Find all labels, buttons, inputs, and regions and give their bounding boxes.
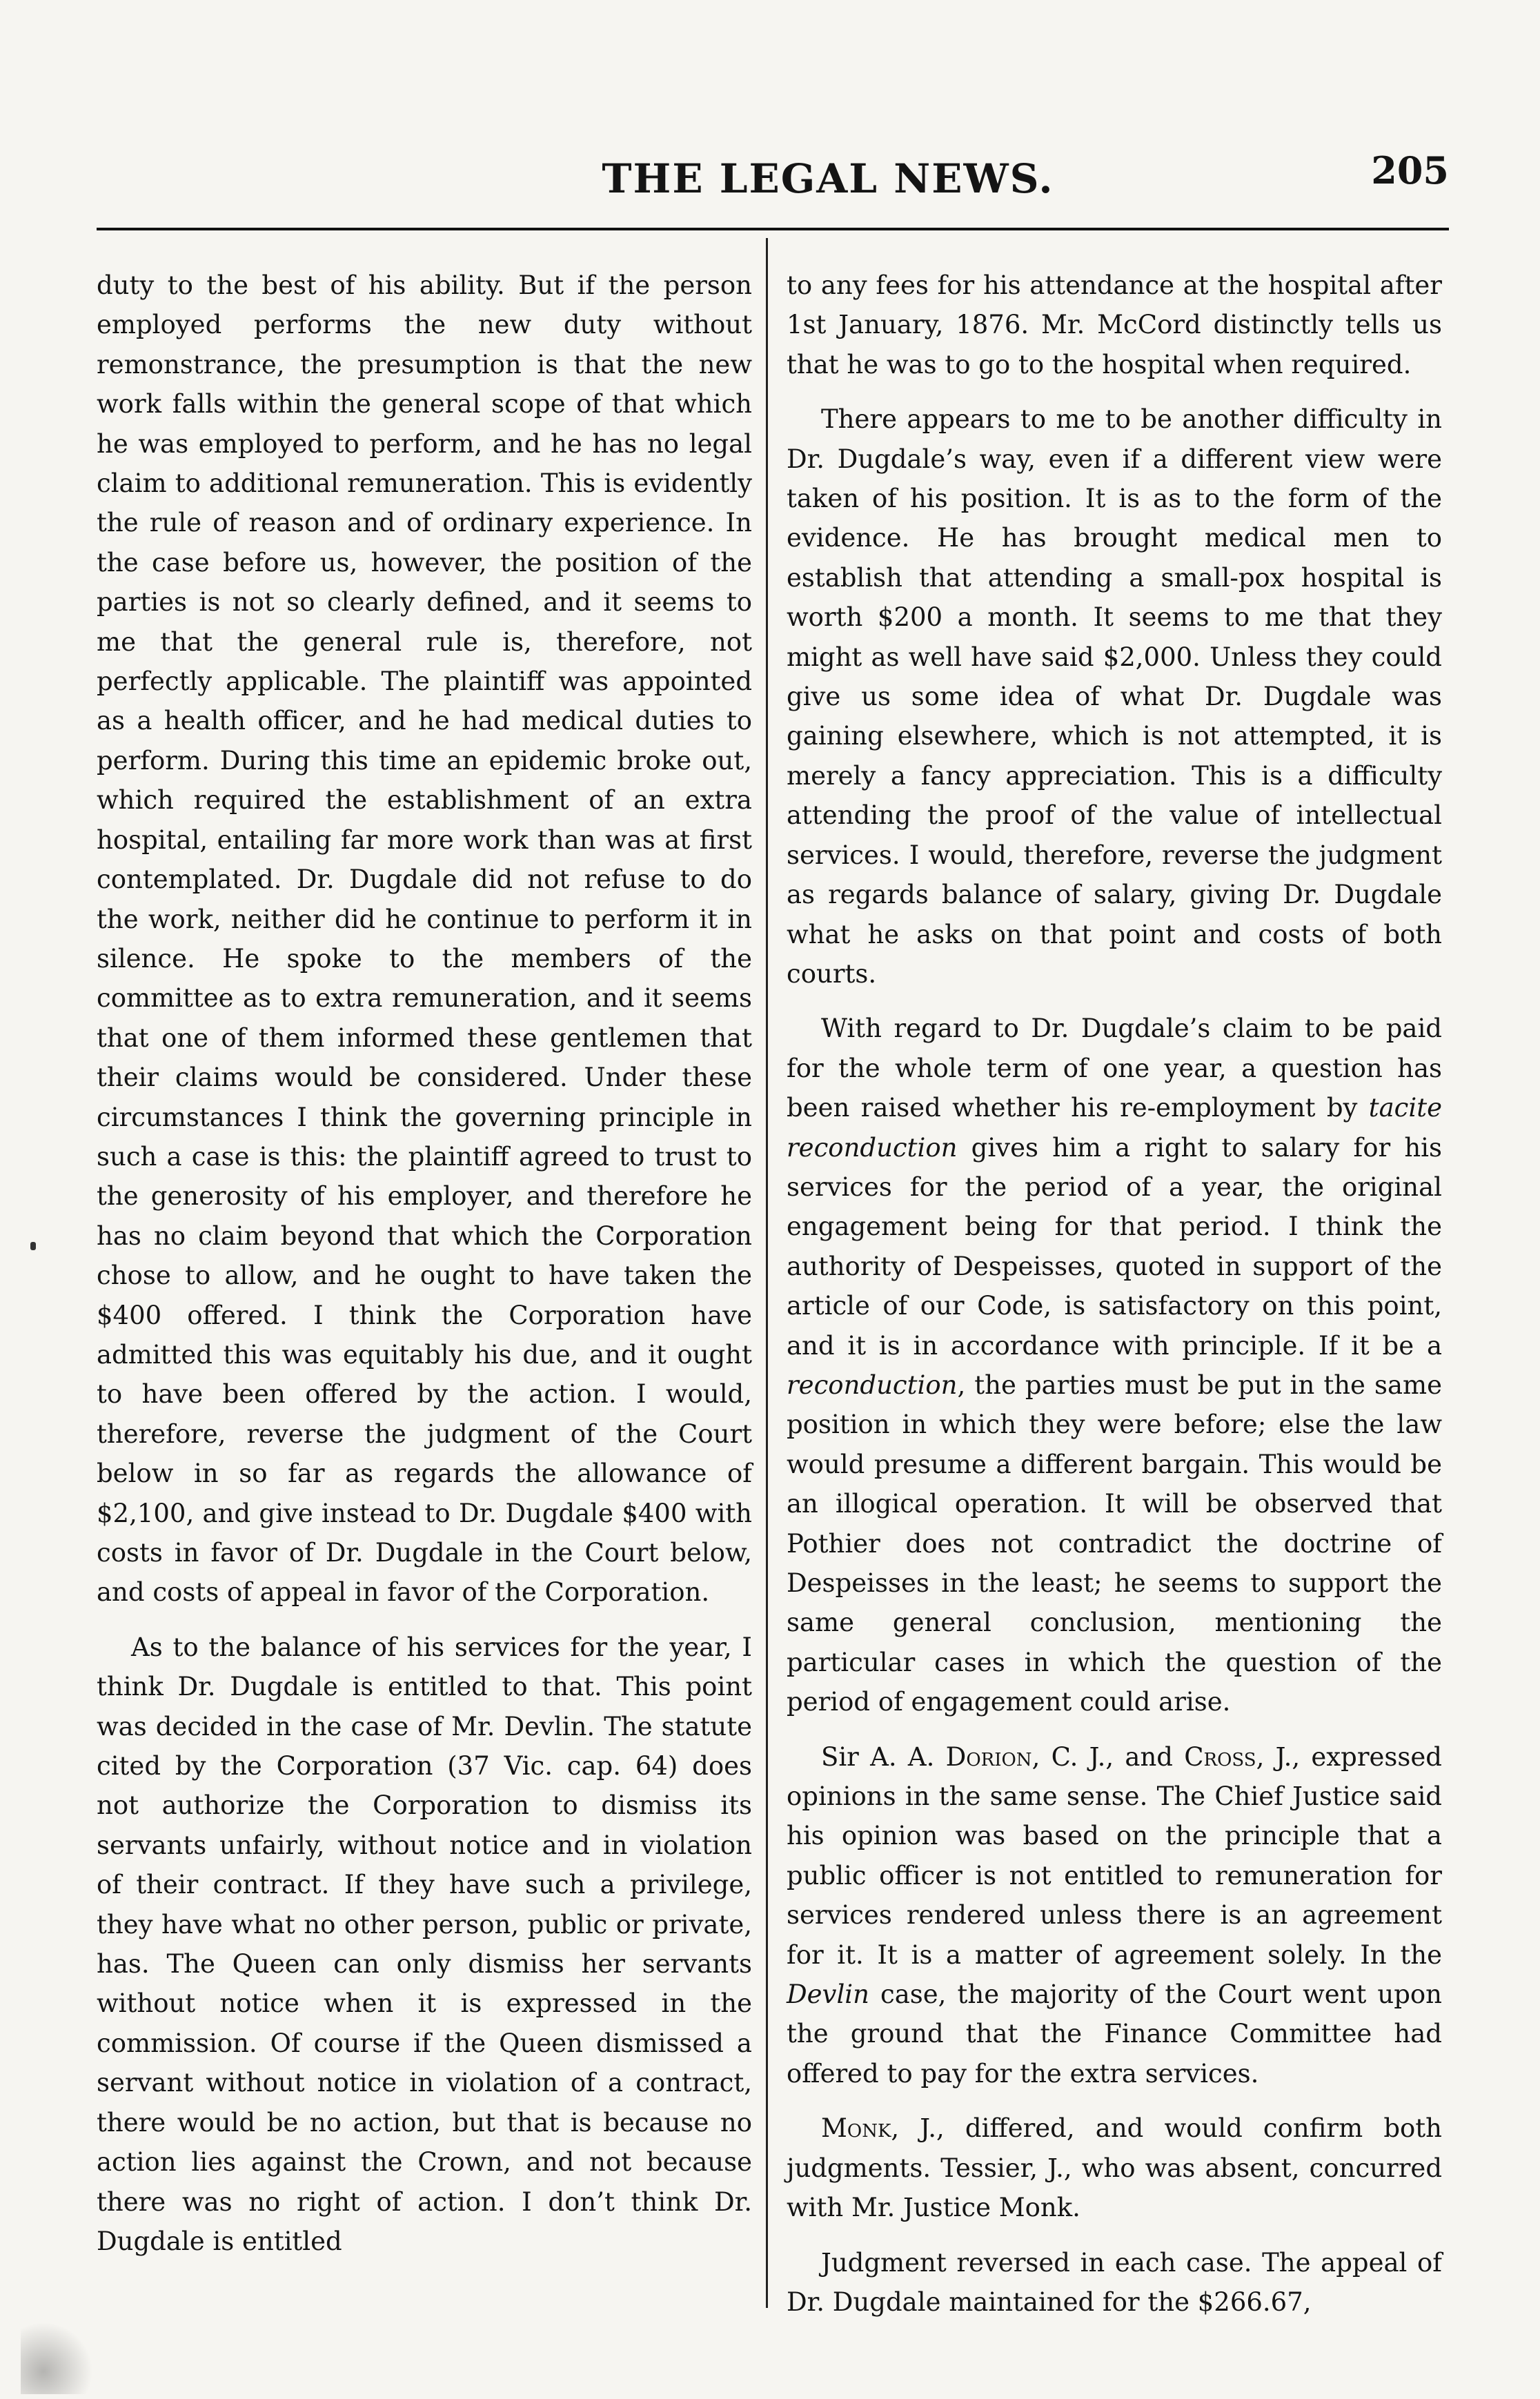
text-run: gives him a right to salary for his services for the period of a year, the original engagement being for that period. I think the authority of Despeisses, quoted in support of the article of our Code, is satisfactory on this point, and it is in accordance with principle. If it be a: [787, 1132, 1442, 1361]
header-rule: [97, 228, 1449, 230]
judge-name-dorion: Dorion: [945, 1741, 1032, 1772]
page-number: 205: [1371, 148, 1449, 192]
text-run: , C. J., and: [1031, 1741, 1185, 1772]
left-column: [97, 266, 752, 2261]
ink-speck: [30, 1242, 36, 1250]
left-paragraph-2: As to the balance of his services for the year, I think Dr. Dugdale is entitled to that. This point was decided in the case of Mr. Devlin. The statute cited by the Corporation (37 Vic. cap. 64) does not authorize the Corporation to dismiss its servants unfairly, without notice and in violation of their contract. If they have such a privilege, they have what no other person, public or private, has. The Queen can only dismiss her servants without notice when it is expressed in the commission. Of course if the Queen dismissed a servant without notice in violation of a contract, there would be no action, but that is because no action lies against the Crown, and not because there was no right of action. I don’t think Dr. Dugdale is entitled: [97, 1632, 752, 2256]
right-paragraph-1: to any fees for his attendance at the hospital after 1st January, 1876. Mr. McCord distinctly tells us that he was to go to the hospital when required.: [787, 270, 1442, 379]
right-paragraph-6: Judgment reversed in each case. The appeal of Dr. Dugdale maintained for the $266.67,: [787, 2247, 1442, 2317]
text-run: case, the majority of the Court went upon the ground that the Finance Committee had offered to pay for the extra services.: [787, 1980, 1442, 2089]
right-column: [787, 266, 1442, 2322]
left-paragraph-1: duty to the best of his ability. But if the person employed performs the new duty without remonstrance, the presumption is that the new work falls within the general scope of that which he was employed to perform, and he has no legal claim to additional remuneration. This is evidently the rule of reason and of ordinary experience. In the case before us, however, the position of the parties is not so clearly defined, and it seems to me that the general rule is, therefore, not perfectly applicable. The plaintiff was appointed as a health officer, and he had medical duties to perform. During this time an epidemic broke out, which required the establishment of an extra hospital, entailing far more work than was at first contemplated. Dr. Dugdale did not refuse to do the work, neither did he continue to perform it in silence. He spoke to the members of the committee as to extra remuneration, and it seems that one of them informed these gentlemen that their claims would be considered. Under these circumstances I think the governing principle in such a case is this: the plaintiff agreed to trust to the generosity of his employer, and therefore he has no claim beyond that which the Corporation chose to allow, and he ought to have taken the $400 offered. I think the Corporation have admitted this was equitably his due, and it ought to have been offered by the action. I would, therefore, reverse the judgment of the Court below in so far as regards the allowance of $2,100, and give instead to Dr. Dugdale $400 with costs in favor of Dr. Dugdale in the Court below, and costs of appeal in favor of the Corporation.: [97, 270, 752, 1608]
column-divider: [766, 238, 768, 2308]
judge-name-monk: Monk: [821, 2113, 891, 2144]
text-run: , J., expressed opinions in the same sense. The Chief Justice said his opinion was based on the principle that a public officer is not entitled to remuneration for services rendered unless there is an agreement for it. It is a matter of agreement solely. In the: [787, 1741, 1442, 1970]
text-run: With regard to Dr. Dugdale’s claim to be paid for the whole term of one year, a question has been raised whether his re-employment by: [787, 1014, 1442, 1123]
right-paragraph-3: [787, 1009, 1442, 1721]
text-run: Sir A. A.: [821, 1741, 946, 1772]
scan-smudge: [21, 2318, 97, 2394]
italic-term-reconduction: reconduction: [787, 1370, 958, 1400]
italic-term-tacite-reconduction: tacite reconduction: [787, 1093, 1442, 1163]
page-header: [97, 148, 1449, 217]
judge-name-cross: Cross: [1184, 1741, 1256, 1772]
italic-case-devlin: Devlin: [787, 1980, 869, 2010]
running-title: THE LEGAL NEWS.: [602, 155, 1054, 202]
right-paragraph-2: There appears to me to be another difficulty in Dr. Dugdale’s way, even if a different view were taken of his position. It is as to the form of the evidence. He has brought medical men to establish that attending a small-pox hospital is worth $200 a month. It seems to me that they might as well have said $2,000. Unless they could give us some idea of what Dr. Dugdale was gaining elsewhere, which is not attempted, it is merely a fancy appreciation. This is a difficulty attending the proof of the value of intellectual services. I would, therefore, reverse the judgment as regards balance of salary, giving Dr. Dugdale what he asks on that point and costs of both courts.: [787, 404, 1442, 989]
text-run: , J., differed, and would confirm both judgments. Tessier, J., who was absent, concurred with Mr. Justice Monk.: [787, 2113, 1442, 2223]
text-run: , the parties must be put in the same position in which they were before; else the law would presume a different bargain. This would be an illogical operation. It will be observed that Pothier does not contradict the doctrine of Despeisses in the least; he seems to support the same general conclusion, mentioning the particular cases in which the question of the period of engagement could arise.: [787, 1370, 1442, 1717]
right-paragraph-4: [787, 1737, 1442, 2094]
right-paragraph-5: [787, 2109, 1442, 2227]
